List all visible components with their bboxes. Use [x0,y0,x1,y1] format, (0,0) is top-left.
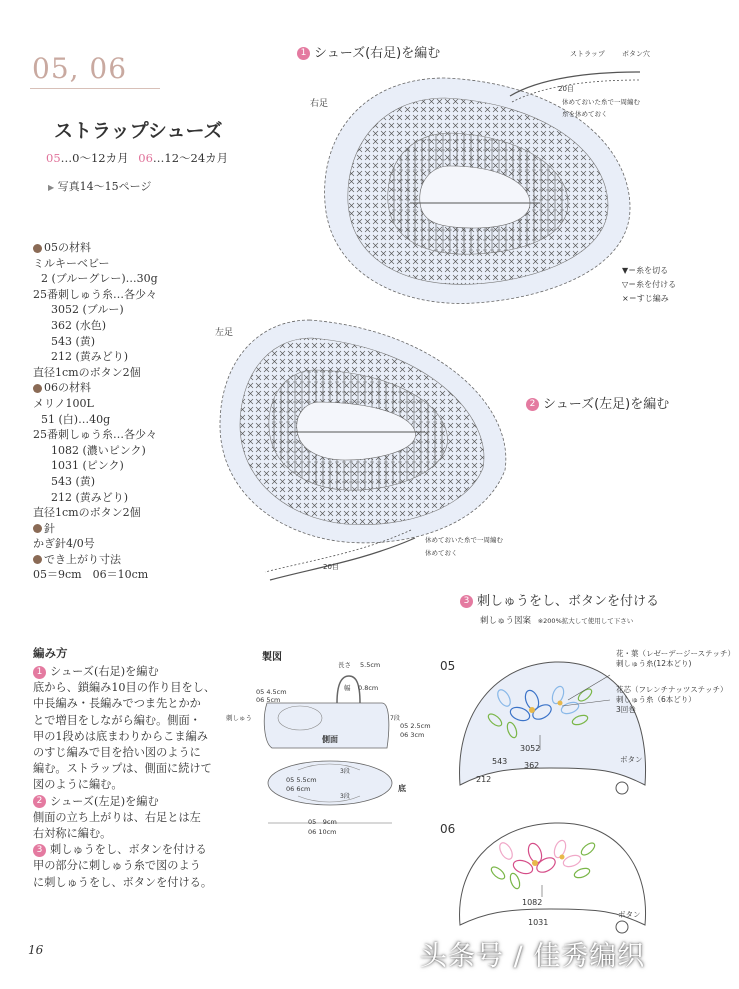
materials-item: ミルキーベビー [33,256,110,270]
d06-label: 06 [440,822,456,836]
w05-label: 05 4.5cm [256,688,287,696]
d05-annotation-2c: 3回巻 [616,705,636,714]
materials-item: でき上がり寸法 [33,552,158,568]
left-note-1: 休めておいた糸で一周編む [425,536,503,544]
length-value: 5.5cm [360,661,381,669]
enlarge-note: ※200%拡大して使用して下さい [537,617,634,625]
right-note-2: 糸を休めておく [562,110,608,118]
size-06: …12～24カ月 [152,151,229,165]
d05-annotation-1: 花・葉（レゼーデージーステッチ） [616,649,736,658]
buttonhole-label: ボタン穴 [622,50,650,58]
bullet-icon [33,524,42,533]
instruction-line: 1 シューズ(右足)を編む [33,664,215,680]
materials-item: 05の材料 [33,240,158,256]
right-foot-label: 右足 [310,99,329,109]
materials-item: 25番刺しゅう糸…各少々 [33,428,157,442]
bullet-icon [33,384,42,393]
materials-item: 直径1cmのボタン2個 [33,365,141,379]
materials-item: 51 (白)…40g [41,412,111,426]
watermark: 头条号 / 佳秀编织 [420,941,646,972]
size-05: …0～12カ月 [60,151,129,165]
d06-button-label: ボタン [618,910,641,919]
d05-label: 05 [440,659,456,673]
rows3b-label: 3段 [340,793,350,800]
attach-yarn-icon: ▽ [622,280,629,289]
side-label: 側面 [322,735,338,744]
instruction-line: 図のように編む。 [33,778,123,792]
instruction-line: 右対称に編む。 [33,827,112,841]
left-chain-label: 20目 [323,563,339,571]
materials-item: 543 (黄) [51,474,96,488]
materials-list [33,240,158,583]
right-note-1: 休めておいた糸で一周編む [562,98,640,106]
materials-item: 362 (水色) [51,318,107,332]
rows3a-label: 3段 [340,768,350,775]
instructions-title: 編み方 [33,646,68,660]
instruction-line: 3 刺しゅうをし、ボタンを付ける [33,842,215,858]
legend [622,264,676,306]
step-number-icon: 3 [33,844,46,857]
materials-item: 25番刺しゅう糸…各少々 [33,287,157,301]
instruction-line: 甲の部分に刺しゅう糸で図のよう [33,859,201,873]
w06-label: 06 5cm [256,696,281,704]
pattern-title: ストラップシューズ [54,120,223,142]
photo-ref-text: 写真14～15ページ [57,180,152,193]
embroidery-title: 3 刺しゅうをし、ボタンを付ける [460,590,659,609]
b06-label: 06 6cm [286,785,311,793]
materials-item: 05＝9cm 06＝10cm [33,568,149,582]
instruction-line: 甲の1段めは底まわりからこま編み [33,729,208,743]
rows7-label: 7段 [390,715,400,722]
strap-label: ストラップ [570,50,605,58]
materials-item: 212 (黄みどり) [51,350,129,364]
photo-ref [48,178,151,194]
instruction-line: 底から、鎖編み10目の作り目をし、 [33,681,216,695]
width-label: 幅 [344,684,351,692]
bullet-icon [33,555,42,564]
sole-label: 底 [398,784,406,793]
d05-color-4: 212 [476,775,492,784]
d06-color-2: 1031 [528,918,549,927]
triangle-icon: ▶ [48,183,55,192]
materials-item: 543 (黄) [51,334,96,348]
size-06-code: 06 [138,151,153,165]
length-label: 長さ [338,661,351,669]
width-value: 0.8cm [358,684,379,692]
d05-color-3: 362 [524,761,540,770]
materials-item: メリノ100L [33,396,94,410]
left-foot-label: 左足 [215,328,234,338]
materials-item: 3052 (ブルー) [51,303,124,317]
h05-label: 05 2.5cm [400,722,431,730]
legend-item: ▽＝糸を付ける [622,280,677,289]
d05-button-label: ボタン [620,755,643,764]
materials-item: 1082 (濃いピンク) [51,443,146,457]
instructions-list [33,664,215,891]
cut-yarn-icon: ▼ [622,266,629,275]
h06-label: 06 3cm [400,731,425,739]
materials-item: 直径1cmのボタン2個 [33,506,141,520]
step-number-icon: 3 [460,595,473,608]
d05-color-1: 3052 [520,744,541,753]
step-number-icon: 2 [526,398,539,411]
instruction-line: 2 シューズ(左足)を編む [33,794,215,810]
step-number-icon: 1 [297,47,310,60]
materials-item: 1031 (ピンク) [51,459,124,473]
seizu-title: 製図 [262,652,282,663]
materials-item: 針 [33,521,158,537]
d05-annotation-1b: 刺しゅう糸(12本どり) [616,659,692,668]
instruction-line: とで増目をしながら編む。側面・ [33,713,201,727]
right-foot-title: 1 シューズ(右足)を編む [297,42,440,61]
l06-label: 06 10cm [308,828,337,836]
d06-color-1: 1082 [522,898,543,907]
size-line [46,150,228,166]
chain-label: 20目 [558,85,574,93]
instruction-line: のすじ編みで目を拾い図のように [33,746,201,760]
instruction-line: 側面の立ち上がりは、右足とは左 [33,810,201,824]
size-05-code: 05 [46,151,61,165]
legend-item: ▼＝糸を切る [622,266,669,275]
header-rule [30,88,160,89]
bullet-icon [33,244,42,253]
step-number-icon: 2 [33,795,46,808]
page-number: 16 [28,943,44,957]
materials-item: かぎ針4/0号 [33,537,95,551]
embroidery-subtitle: 刺しゅう図案 ※200%拡大して使用して下さい [480,616,634,626]
materials-item: 2 (ブルーグレー)…30g [41,272,158,286]
step-number-icon: 1 [33,666,46,679]
materials-item: 212 (黄みどり) [51,490,129,504]
b05-label: 05 5.5cm [286,776,317,784]
instruction-line: 中長編み・長編みでつま先とかか [33,697,201,711]
d05-color-2: 543 [492,757,508,766]
single-crochet-icon: × [622,294,629,303]
legend-item: ×＝すじ編み [622,294,669,303]
left-foot-chart [215,310,545,600]
embroidery-05 [440,640,739,805]
d05-annotation-2: 花芯（フレンチナッツステッチ） [616,685,728,694]
left-foot-title: 2 シューズ(左足)を編む [526,393,669,412]
instruction-line: に刺しゅうをし、ボタンを付ける。 [33,875,213,889]
embroidery-06 [440,815,680,935]
instruction-line: 編む。ストラップは、側面に続けて [33,762,212,776]
pattern-number: 05, 06 [32,52,128,85]
embroidery-label: 刺しゅう [226,714,252,722]
seizu-diagram [222,658,431,840]
materials-item: 06の材料 [33,380,158,396]
l05-label: 05 9cm [308,818,337,826]
left-note-2: 休めておく [425,549,458,557]
d05-annotation-2b: 刺しゅう糸（6本どり） [616,695,696,704]
